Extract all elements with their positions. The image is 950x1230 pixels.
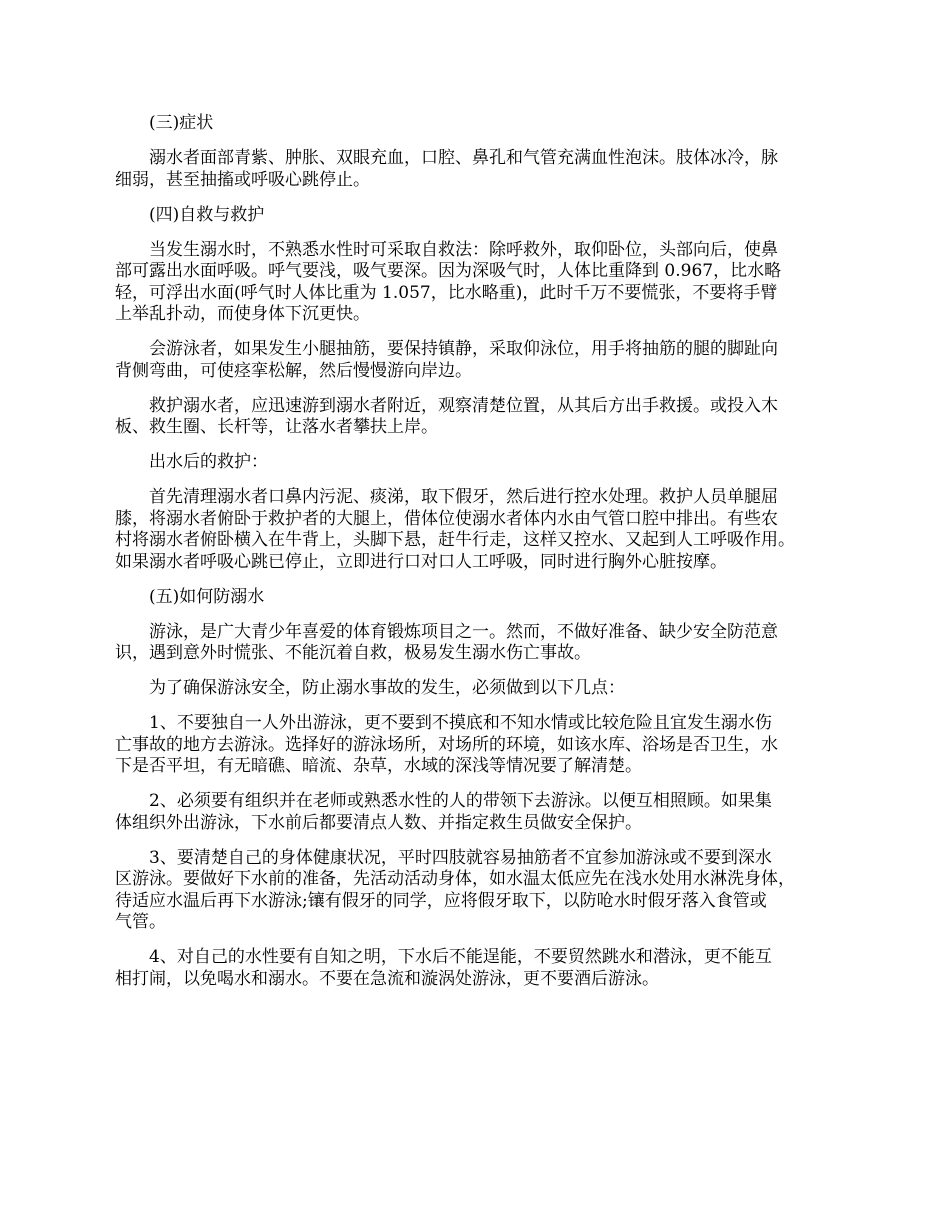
paragraph-rescue-others: 救护溺水者，应迅速游到溺水者附近，观察清楚位置，从其后方出手救援。或投入木 板、救生圈、长杆等，让落水者攀扶上岸。 (115, 395, 778, 437)
paragraph-self-rescue: 当发生溺水时，不熟悉水性时可采取自救法：除呼救外，取仰卧位，头部向后，使鼻 部可露出水面呼吸。呼气要浅，吸气要深。因为深吸气时，人体比重降到 0.967，比水略 轻，可浮出水面(呼气时人体比重为 1.057，比水略重)，此时千万不要慌张，不要将手臂 上举乱扑动，而使身体下沉更快。 (115, 239, 782, 324)
paragraph-after-rescue: 首先清理溺水者口鼻内污泥、痰涕，取下假牙，然后进行控水处理。救护人员单腿屈 膝，将溺水者俯卧于救护者的大腿上，借体位使溺水者体内水由气管口腔中排出。有些农 村将溺水者俯卧横入在牛背上，头脚下悬，赶牛行走，这样又控水、又起到人工呼吸作用。 如果溺水者呼吸心跳已停止，立即进行口对口人工呼吸，同时进行胸外心脏按摩。 (115, 487, 795, 572)
section-heading-symptoms: (三)症状 (149, 113, 214, 133)
section-heading-self-rescue: (四)自救与救护 (149, 204, 265, 225)
paragraph-symptoms: 溺水者面部青紫、肿胀、双眼充血，口腔、鼻孔和气管充满血性泡沫。肢体冰冷，脉 细弱，甚至抽搐或呼吸心跳停止。 (115, 148, 778, 190)
paragraph-prevention-intro: 游泳，是广大青少年喜爱的体育锻炼项目之一。然而，不做好准备、缺少安全防范意 识，遇到意外时慌张、不能沉着自救，极易发生溺水伤亡事故。 (115, 621, 778, 663)
list-item-2: 2、必须要有组织并在老师或熟悉水性的人的带领下去游泳。以便互相照顾。如果集 体组织外出游泳，下水前后都要清点人数、并指定救生员做安全保护。 (115, 791, 772, 833)
document-body (115, 113, 847, 1004)
list-item-4: 4、对自己的水性要有自知之明，下水后不能逞能，不要贸然跳水和潜泳，更不能互 相打闹，以免喝水和溺水。不要在急流和漩涡处游泳，更不要酒后游泳。 (115, 947, 772, 989)
section-heading-prevention: (五)如何防溺水 (149, 586, 265, 607)
list-item-3: 3、要清楚自己的身体健康状况，平时四肢就容易抽筋者不宜参加游泳或不要到深水 区游泳。要做好下水前的准备，先活动活动身体，如水温太低应先在浅水处用水淋洗身体， 待适应水温后再下水游泳;镶有假牙的同学，应将假牙取下，以防呛水时假牙落入食管或 气管。 (115, 847, 795, 932)
paragraph-prevention-lead: 为了确保游泳安全，防止溺水事故的发生，必须做到以下几点： (149, 678, 625, 698)
paragraph-cramp: 会游泳者，如果发生小腿抽筋，要保持镇静，采取仰泳位，用手将抽筋的腿的脚趾向 背侧弯曲，可使痉挛松解，然后慢慢游向岸边。 (115, 339, 778, 381)
list-item-1: 1、不要独自一人外出游泳，更不要到不摸底和不知水情或比较危险且宜发生溺水伤 亡事故的地方去游泳。选择好的游泳场所，对场所的环境，如该水库、浴场是否卫生，水 下是否平坦，有无暗礁、暗流、杂草，水域的深浅等情况要了解清楚。 (115, 713, 778, 776)
subheading-after-rescue: 出水后的救护： (149, 452, 268, 472)
